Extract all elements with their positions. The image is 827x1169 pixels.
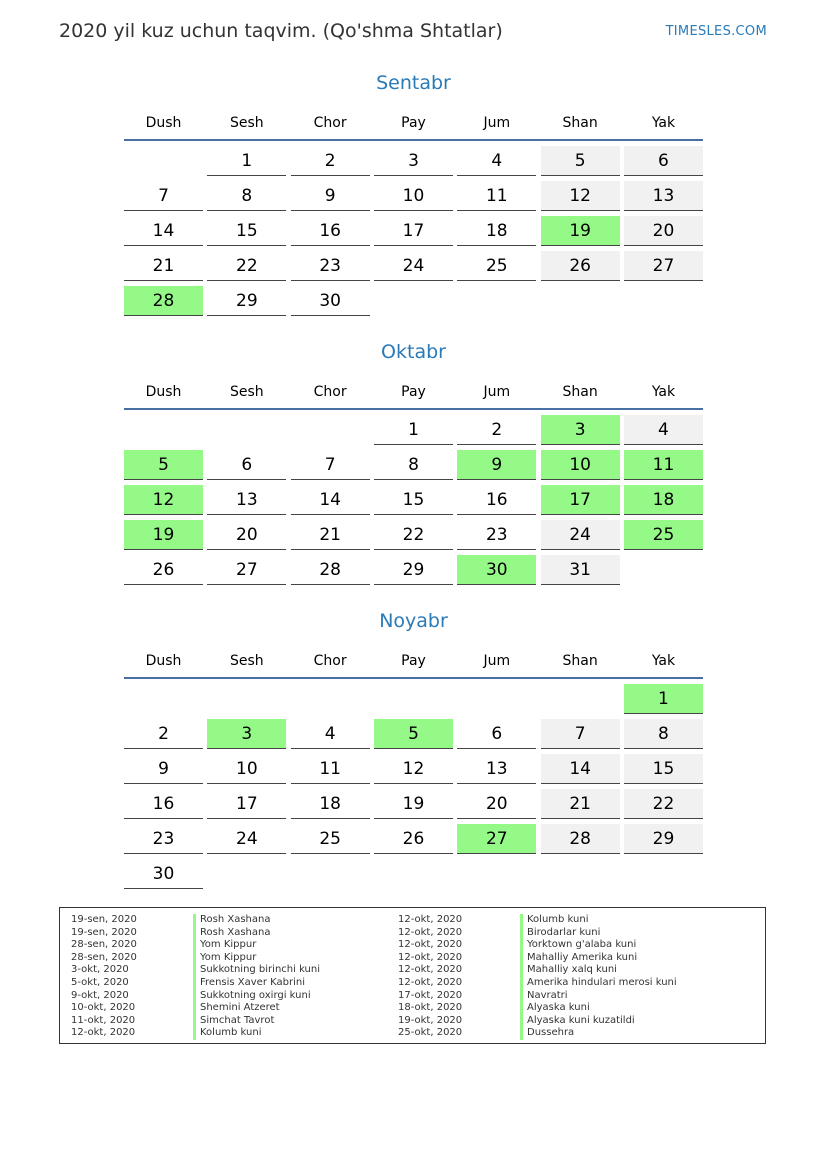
day-cell[interactable]: 17: [541, 485, 620, 515]
day-cell[interactable]: 25: [291, 824, 370, 854]
legend-date: 19-sen, 2020: [71, 914, 137, 925]
day-cell[interactable]: 24: [207, 824, 286, 854]
day-cell[interactable]: 7: [291, 450, 370, 480]
legend-holiday-name: Yom Kippur: [193, 939, 256, 952]
day-cell[interactable]: 16: [124, 789, 203, 819]
days-grid: [124, 415, 703, 585]
page-title: 2020 yil kuz uchun taqvim. (Qo'shma Shtatlar): [59, 20, 503, 42]
day-cell[interactable]: 2: [291, 146, 370, 176]
day-cell[interactable]: 29: [374, 555, 453, 585]
empty-cell: [124, 146, 203, 175]
weekday-label: Jum: [483, 384, 511, 400]
weekday-label: Pay: [401, 384, 426, 400]
legend-holiday-name: Kolumb kuni: [193, 1027, 262, 1040]
day-cell[interactable]: 18: [291, 789, 370, 819]
day-cell[interactable]: 8: [624, 719, 703, 749]
day-cell[interactable]: 1: [207, 146, 286, 176]
day-cell[interactable]: 20: [457, 789, 536, 819]
month-title: Sentabr: [376, 72, 451, 94]
day-cell[interactable]: 17: [207, 789, 286, 819]
day-cell[interactable]: 17: [374, 216, 453, 246]
legend-row: [60, 1027, 320, 1040]
weekday-header: [124, 649, 703, 679]
day-cell[interactable]: 25: [624, 520, 703, 550]
day-cell[interactable]: 23: [457, 520, 536, 550]
day-cell[interactable]: 28: [541, 824, 620, 854]
legend-row: [387, 977, 677, 990]
day-cell[interactable]: 27: [624, 251, 703, 281]
day-cell[interactable]: 7: [541, 719, 620, 749]
day-cell[interactable]: 5: [541, 146, 620, 176]
empty-cell: [291, 415, 370, 444]
weekday-header: [124, 111, 703, 141]
day-cell[interactable]: 19: [541, 216, 620, 246]
legend-row: [387, 914, 677, 927]
weekday-label: Yak: [651, 384, 676, 400]
day-cell[interactable]: 27: [207, 555, 286, 585]
empty-cell: [124, 684, 203, 713]
day-cell[interactable]: 25: [457, 251, 536, 281]
weekday-label: Dush: [145, 653, 182, 669]
legend-row: [60, 914, 320, 927]
weekday-label: Dush: [145, 384, 182, 400]
day-cell[interactable]: 9: [124, 754, 203, 784]
day-cell[interactable]: 22: [624, 789, 703, 819]
day-cell[interactable]: 6: [457, 719, 536, 749]
legend-row: [60, 927, 320, 940]
day-cell[interactable]: 20: [207, 520, 286, 550]
legend-date: 10-okt, 2020: [71, 1002, 136, 1014]
day-cell[interactable]: 8: [207, 181, 286, 211]
day-cell[interactable]: 29: [624, 824, 703, 854]
day-cell[interactable]: 13: [624, 181, 703, 211]
empty-cell: [207, 415, 286, 444]
day-cell[interactable]: 3: [541, 415, 620, 445]
legend-row: [387, 952, 677, 965]
day-cell[interactable]: 10: [374, 181, 453, 211]
day-cell[interactable]: 4: [624, 415, 703, 445]
month-september: [124, 69, 703, 316]
legend-row: [387, 1002, 677, 1015]
legend-holiday-name: Simchat Tavrot: [193, 1015, 274, 1028]
weekday-label: Shan: [562, 115, 598, 131]
legend-row: [60, 964, 320, 977]
empty-cell: [291, 684, 370, 713]
legend-date: 12-okt, 2020: [398, 976, 463, 988]
day-cell[interactable]: 10: [541, 450, 620, 480]
day-cell[interactable]: 26: [541, 251, 620, 281]
legend-row: [60, 990, 320, 1003]
legend-date: 3-okt, 2020: [71, 964, 129, 976]
day-cell[interactable]: 5: [124, 450, 203, 480]
day-cell[interactable]: 12: [124, 485, 203, 515]
legend-date: 12-okt, 2020: [71, 1027, 136, 1039]
legend-row: [60, 1015, 320, 1028]
day-cell[interactable]: 3: [207, 719, 286, 749]
month-title: Noyabr: [379, 610, 448, 632]
weekday-label: Sesh: [229, 384, 264, 400]
legend-column-left: [60, 914, 320, 1040]
day-cell[interactable]: 8: [374, 450, 453, 480]
day-cell[interactable]: 6: [207, 450, 286, 480]
day-cell[interactable]: 9: [457, 450, 536, 480]
day-cell[interactable]: 30: [124, 859, 203, 889]
legend-date: 28-sen, 2020: [71, 939, 137, 951]
day-cell[interactable]: 2: [124, 719, 203, 749]
holiday-legend: [59, 907, 766, 1044]
legend-holiday-name: Mahalliy xalq kuni: [520, 964, 617, 977]
weekday-label: Pay: [401, 653, 426, 669]
day-cell[interactable]: 28: [291, 555, 370, 585]
day-cell[interactable]: 9: [291, 181, 370, 211]
day-cell[interactable]: 26: [124, 555, 203, 585]
day-cell[interactable]: 18: [624, 485, 703, 515]
legend-holiday-name: Birodarlar kuni: [520, 927, 600, 940]
legend-row: [387, 939, 677, 952]
day-cell[interactable]: 21: [541, 789, 620, 819]
legend-holiday-name: Navratri: [520, 990, 568, 1003]
empty-cell: [457, 684, 536, 713]
day-cell[interactable]: 3: [374, 146, 453, 176]
day-cell[interactable]: 16: [291, 216, 370, 246]
day-cell[interactable]: 14: [124, 216, 203, 246]
day-cell[interactable]: 20: [624, 216, 703, 246]
weekday-label: Jum: [483, 115, 511, 131]
weekday-label: Jum: [483, 653, 511, 669]
weekday-label: Chor: [313, 653, 347, 669]
month-november: [124, 607, 703, 889]
day-cell[interactable]: 6: [624, 146, 703, 176]
day-cell[interactable]: 30: [291, 286, 370, 316]
legend-row: [387, 1027, 677, 1040]
legend-date: 28-sen, 2020: [71, 951, 137, 963]
day-cell[interactable]: 10: [207, 754, 286, 784]
day-cell[interactable]: 24: [541, 520, 620, 550]
day-cell[interactable]: 22: [207, 251, 286, 281]
day-cell[interactable]: 31: [541, 555, 620, 585]
day-cell[interactable]: 11: [624, 450, 703, 480]
legend-holiday-name: Alyaska kuni: [520, 1002, 590, 1015]
day-cell[interactable]: 21: [291, 520, 370, 550]
legend-row: [60, 952, 320, 965]
day-cell[interactable]: 21: [124, 251, 203, 281]
weekday-label: Sesh: [229, 653, 264, 669]
legend-date: 12-okt, 2020: [398, 951, 463, 963]
weekday-label: Dush: [145, 115, 182, 131]
day-cell[interactable]: 15: [207, 216, 286, 246]
day-cell[interactable]: 13: [207, 485, 286, 515]
day-cell[interactable]: 4: [457, 146, 536, 176]
empty-cell: [124, 415, 203, 444]
legend-date: 25-okt, 2020: [398, 1027, 463, 1039]
weekday-header: [124, 380, 703, 410]
legend-holiday-name: Rosh Xashana: [193, 927, 270, 940]
legend-holiday-name: Mahalliy Amerika kuni: [520, 952, 637, 965]
day-cell[interactable]: 26: [374, 824, 453, 854]
day-cell[interactable]: 14: [541, 754, 620, 784]
legend-holiday-name: Sukkotning birinchi kuni: [193, 964, 320, 977]
day-cell[interactable]: 7: [124, 181, 203, 211]
day-cell[interactable]: 12: [541, 181, 620, 211]
day-cell[interactable]: 12: [374, 754, 453, 784]
legend-holiday-name: Frensis Xaver Kabrini: [193, 977, 305, 990]
days-grid: [124, 684, 703, 889]
legend-date: 12-okt, 2020: [398, 939, 463, 951]
legend-date: 19-sen, 2020: [71, 926, 137, 938]
legend-row: [387, 1015, 677, 1028]
day-cell[interactable]: 15: [624, 754, 703, 784]
weekday-label: Yak: [651, 115, 676, 131]
weekday-label: Yak: [651, 653, 676, 669]
day-cell[interactable]: 27: [457, 824, 536, 854]
legend-date: 11-okt, 2020: [71, 1014, 136, 1026]
day-cell[interactable]: 23: [124, 824, 203, 854]
weekday-label: Chor: [313, 115, 347, 131]
days-grid: [124, 146, 703, 316]
month-title: Oktabr: [381, 341, 446, 363]
legend-row: [60, 977, 320, 990]
day-cell[interactable]: 28: [124, 286, 203, 316]
weekday-label: Chor: [313, 384, 347, 400]
month-october: [124, 338, 703, 585]
legend-row: [387, 927, 677, 940]
legend-date: 18-okt, 2020: [398, 1002, 463, 1014]
legend-holiday-name: Shemini Atzeret: [193, 1002, 280, 1015]
legend-date: 12-okt, 2020: [398, 926, 463, 938]
empty-cell: [207, 684, 286, 713]
weekday-label: Shan: [562, 384, 598, 400]
legend-date: 12-okt, 2020: [398, 914, 463, 925]
legend-holiday-name: Yorktown g'alaba kuni: [520, 939, 636, 952]
legend-holiday-name: Rosh Xashana: [193, 914, 270, 927]
day-cell[interactable]: 2: [457, 415, 536, 445]
legend-row: [60, 1002, 320, 1015]
site-link[interactable]: TIMESLES.COM: [665, 24, 767, 39]
day-cell[interactable]: 11: [457, 181, 536, 211]
legend-holiday-name: Alyaska kuni kuzatildi: [520, 1015, 635, 1028]
weekday-label: Sesh: [229, 115, 264, 131]
legend-row: [60, 939, 320, 952]
day-cell[interactable]: 5: [374, 719, 453, 749]
day-cell[interactable]: 19: [124, 520, 203, 550]
day-cell[interactable]: 29: [207, 286, 286, 316]
legend-row: [387, 990, 677, 1003]
day-cell[interactable]: 4: [291, 719, 370, 749]
legend-holiday-name: Kolumb kuni: [520, 914, 589, 927]
day-cell[interactable]: 19: [374, 789, 453, 819]
legend-date: 17-okt, 2020: [398, 989, 463, 1001]
legend-date: 5-okt, 2020: [71, 976, 129, 988]
day-cell[interactable]: 30: [457, 555, 536, 585]
legend-date: 19-okt, 2020: [398, 1014, 463, 1026]
day-cell[interactable]: 11: [291, 754, 370, 784]
legend-date: 9-okt, 2020: [71, 989, 129, 1001]
empty-cell: [541, 684, 620, 713]
legend-holiday-name: Sukkotning oxirgi kuni: [193, 990, 311, 1003]
legend-holiday-name: Yom Kippur: [193, 952, 256, 965]
day-cell[interactable]: 15: [374, 485, 453, 515]
empty-cell: [374, 684, 453, 713]
day-cell[interactable]: 1: [624, 684, 703, 714]
day-cell[interactable]: 24: [374, 251, 453, 281]
legend-holiday-name: Amerika hindulari merosi kuni: [520, 977, 677, 990]
day-cell[interactable]: 23: [291, 251, 370, 281]
legend-row: [387, 964, 677, 977]
day-cell[interactable]: 1: [374, 415, 453, 445]
legend-holiday-name: Dussehra: [520, 1027, 574, 1040]
day-cell[interactable]: 14: [291, 485, 370, 515]
day-cell[interactable]: 18: [457, 216, 536, 246]
weekday-label: Shan: [562, 653, 598, 669]
day-cell[interactable]: 16: [457, 485, 536, 515]
weekday-label: Pay: [401, 115, 426, 131]
day-cell[interactable]: 22: [374, 520, 453, 550]
day-cell[interactable]: 13: [457, 754, 536, 784]
legend-column-right: [387, 914, 677, 1040]
legend-date: 12-okt, 2020: [398, 964, 463, 976]
